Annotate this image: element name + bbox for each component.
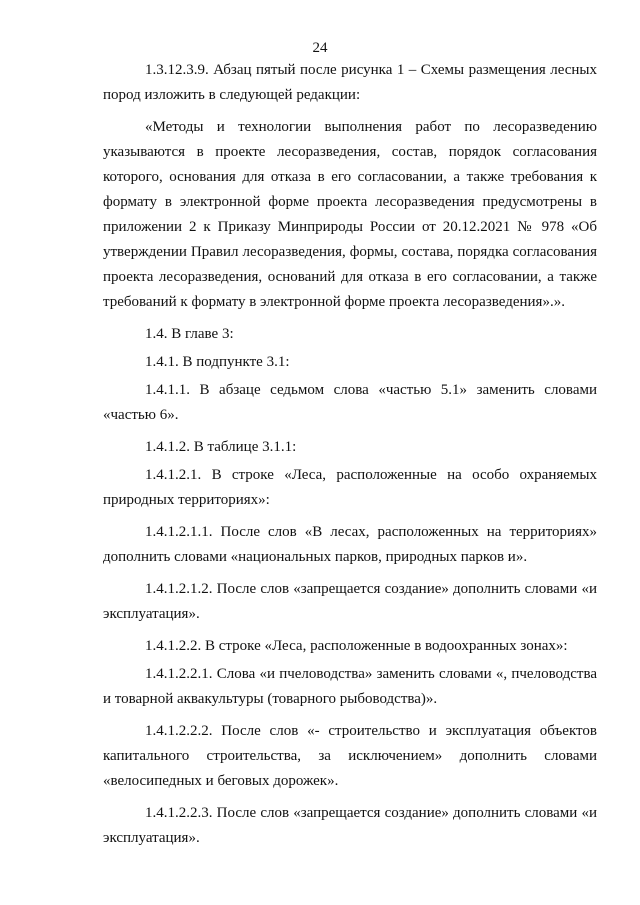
paragraph-1-4-1-2-1-2: 1.4.1.2.1.2. После слов «запрещается создание» дополнить словами «и эксплуатация».: [103, 581, 597, 622]
paragraph-quoted-methods: «Методы и технологии выполнения работ по лесоразведению указываются в проекте лесоразведения, состав, порядок согласования которого, основания для отказа в его согласовании, а также требования к формату в электронной форме проекта лесоразведения предусмотрены в приложении 2 к Приказу Минприроды России от 20.12.2021 № 978 «Об утверждении Правил лесоразведения, формы, состава, порядка согласования проекта лесоразведения, оснований для отказа в его согласовании, а также требований к формату в электронной форме проекта лесоразведения».».: [103, 119, 597, 310]
paragraph-1-4-1-2-2-2: 1.4.1.2.2.2. После слов «- строительство и эксплуатация объектов капитального строительства, за исключением» дополнить словами «велосипедных и беговых дорожек».: [103, 723, 597, 789]
paragraph-1-4-1-1: 1.4.1.1. В абзаце седьмом слова «частью 5.1» заменить словами «частью 6».: [103, 382, 597, 423]
paragraph-1-3-12-3-9: 1.3.12.3.9. Абзац пятый после рисунка 1 – Схемы размещения лесных пород изложить в следующей редакции:: [103, 62, 597, 103]
paragraph-1-4-1-2-2: 1.4.1.2.2. В строке «Леса, расположенные в водоохранных зонах»:: [145, 638, 568, 654]
paragraph-1-4-1-2: 1.4.1.2. В таблице 3.1.1:: [145, 439, 297, 455]
document-body: [103, 58, 597, 858]
paragraph-1-4-1-2-1-1: 1.4.1.2.1.1. После слов «В лесах, расположенных на территориях» дополнить словами «национальных парков, природных парков и».: [103, 524, 597, 565]
paragraph-1-4-1: 1.4.1. В подпункте 3.1:: [145, 354, 290, 370]
page-number: 24: [312, 40, 328, 56]
paragraph-1-4-1-2-2-1: 1.4.1.2.2.1. Слова «и пчеловодства» заменить словами «, пчеловодства и товарной аквакультуры (товарного рыбоводства)».: [103, 666, 597, 707]
paragraph-1-4: 1.4. В главе 3:: [145, 326, 234, 342]
paragraph-1-4-1-2-2-3: 1.4.1.2.2.3. После слов «запрещается создание» дополнить словами «и эксплуатация».: [103, 805, 597, 846]
paragraph-1-4-1-2-1: 1.4.1.2.1. В строке «Леса, расположенные на особо охраняемых природных территориях»:: [103, 467, 597, 508]
